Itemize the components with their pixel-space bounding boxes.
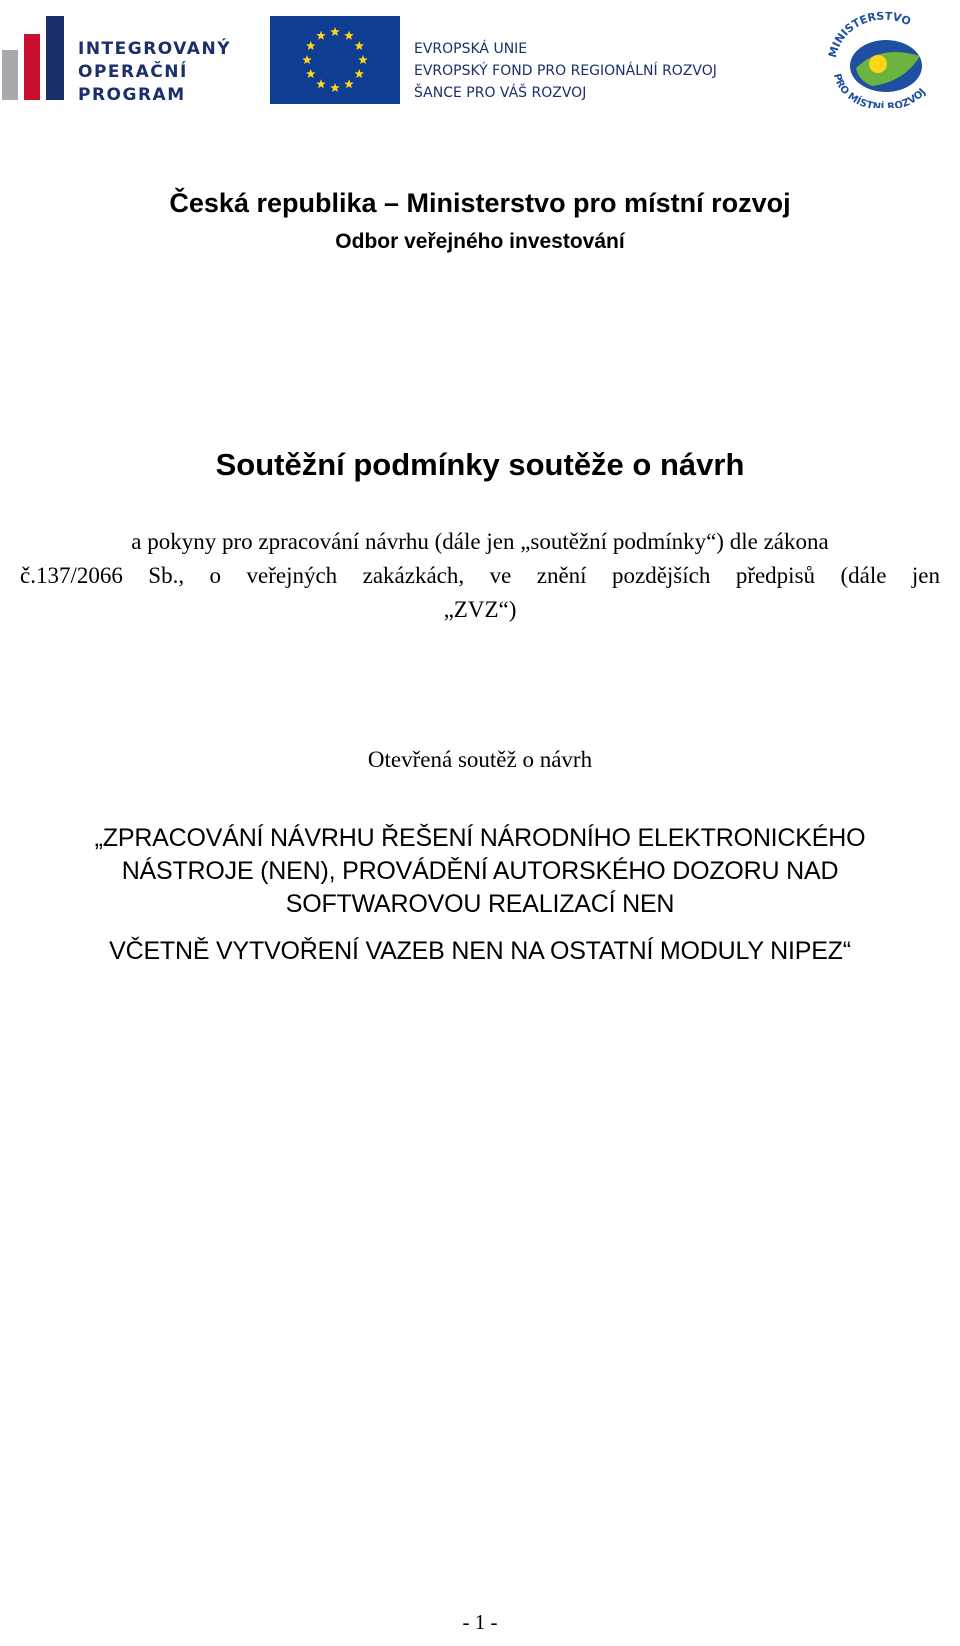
iop-logo — [2, 16, 231, 105]
eu-logo-line: EVROPSKÝ FOND PRO REGIONÁLNÍ ROZVOJ — [414, 63, 717, 79]
eu-star-icon — [330, 27, 340, 36]
iop-bars-icon — [2, 16, 68, 100]
eu-star-icon — [354, 69, 364, 78]
eu-stars-icon — [270, 16, 400, 104]
intro-line: a pokyny pro zpracování návrhu (dále jen „soutěžní podmínky“) dle zákona — [131, 529, 829, 554]
department-heading: Odbor veřejného investování — [335, 230, 625, 253]
eu-star-icon — [358, 55, 368, 64]
eu-star-icon — [316, 31, 326, 40]
iop-logo-line: OPERAČNÍ — [78, 62, 188, 82]
eu-star-icon — [354, 41, 364, 50]
eu-star-icon — [330, 83, 340, 92]
logo-header — [0, 0, 960, 110]
eu-logo-line: EVROPSKÁ UNIE — [414, 41, 528, 57]
iop-logo-text — [78, 38, 231, 107]
document-title: Soutěžní podmínky soutěže o návrh — [215, 447, 745, 482]
intro-line: „ZVZ“) — [443, 597, 517, 622]
eu-logo-text — [414, 38, 717, 104]
ministry-heading: Česká republika – Ministerstvo pro místní rozvoj — [169, 188, 791, 218]
iop-bar-navy — [46, 16, 64, 100]
iop-bar-grey — [2, 50, 18, 100]
mmr-seal-icon — [820, 12, 948, 108]
page-number: - 1 - — [462, 1610, 498, 1634]
mmr-logo — [820, 12, 948, 108]
eu-star-icon — [306, 69, 316, 78]
mmr-top-text: MINISTERSTVO — [825, 12, 913, 60]
eu-flag-icon — [270, 16, 400, 104]
intro-paragraph — [20, 525, 940, 627]
project-title-line: „ZPRACOVÁNÍ NÁVRHU ŘEŠENÍ NÁRODNÍHO ELEKTRONICKÉHO — [94, 824, 866, 852]
eu-logo-line: ŠANCE PRO VÁŠ ROZVOJ — [414, 85, 587, 101]
competition-type: Otevřená soutěž o návrh — [367, 747, 593, 772]
eu-star-icon — [302, 55, 312, 64]
intro-line: č.137/2066 Sb., o veřejných zakázkách, ve znění pozdějších předpisů (dále jen — [20, 563, 940, 588]
eu-star-icon — [306, 41, 316, 50]
iop-logo-line: INTEGROVANÝ — [78, 39, 231, 59]
project-title — [0, 822, 960, 921]
iop-logo-line: PROGRAM — [78, 85, 186, 105]
eu-star-icon — [344, 31, 354, 40]
iop-bar-red — [24, 34, 40, 100]
project-title-line: SOFTWAROVOU REALIZACÍ NEN — [285, 890, 675, 918]
eu-star-icon — [344, 79, 354, 88]
project-title-line: NÁSTROJE (NEN), PROVÁDĚNÍ AUTORSKÉHO DOZORU NAD — [121, 857, 839, 885]
mmr-bottom-text: PRO MÍSTNÍ ROZVOJ — [830, 72, 929, 108]
eu-star-icon — [316, 79, 326, 88]
project-title-last-line: VČETNĚ VYTVOŘENÍ VAZEB NEN NA OSTATNÍ MODULY NIPEZ“ — [109, 937, 851, 965]
